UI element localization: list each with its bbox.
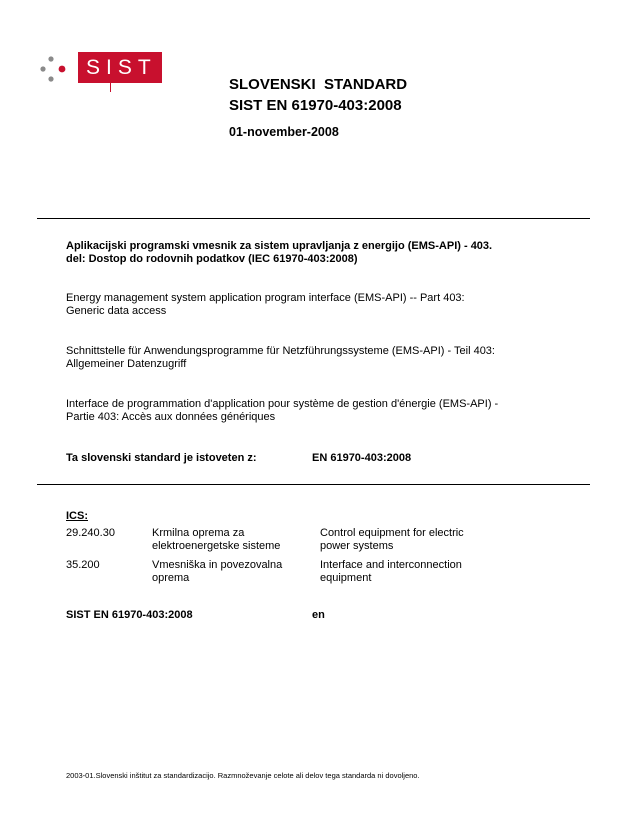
ics-code: 35.200: [66, 559, 100, 571]
ics-description-en-line: power systems: [320, 540, 394, 552]
ics-description-sl-line: Krmilna oprema za: [152, 527, 245, 539]
summary-line: [66, 609, 586, 622]
title-english-line1: Energy management system application program interface (EMS-API) -- Part 403:: [66, 292, 465, 304]
divider-bottom: [37, 484, 590, 485]
ics-description-en: [320, 527, 500, 553]
ics-description-sl-line: oprema: [152, 572, 190, 584]
summary-language: en: [312, 609, 325, 621]
title-slovenian-line1: Aplikacijski programski vmesnik za sistem upravljanja z energijo (EMS-API) - 403.: [66, 240, 493, 252]
summary-designation: SIST EN 61970-403:2008: [66, 609, 193, 621]
ics-description-sl-line: Vmesniška in povezovalna: [152, 559, 283, 571]
standard-type-title: SLOVENSKI STANDARD: [229, 76, 408, 93]
title-german-line1: Schnittstelle für Anwendungsprogramme für Netzführungssysteme (EMS-API) - Teil 403:: [66, 345, 495, 357]
title-french-line1: Interface de programmation d'application pour système de gestion d'énergie (EMS-API) -: [66, 398, 499, 410]
sist-logo-dots: [37, 53, 77, 87]
ics-description-en-line: Control equipment for electric: [320, 527, 464, 539]
sist-logo: SIST: [78, 52, 162, 83]
ics-description-en: [320, 559, 500, 585]
ics-code: 29.240.30: [66, 527, 115, 539]
ics-description-sl: [152, 559, 312, 585]
publication-date: 01-november-2008: [229, 125, 339, 139]
ics-description-en-line: equipment: [320, 572, 372, 584]
title-slovenian-line2: del: Dostop do rodovnih podatkov (IEC 61970-403:2008): [66, 253, 358, 265]
title-french-line2: Partie 403: Accès aux données génériques: [66, 411, 276, 423]
title-german: [66, 345, 586, 371]
title-english-line2: Generic data access: [66, 305, 167, 317]
identity-statement: [66, 452, 586, 465]
ics-heading: ICS:: [66, 510, 88, 522]
copyright-footer: 2003-01.Slovenski inštitut za standardizacijo. Razmnoževanje celote ali delov tega standarda ni dovoljeno.: [66, 771, 420, 780]
title-german-line2: Allgemeiner Datenzugriff: [66, 358, 187, 370]
standard-designation: SIST EN 61970-403:2008: [229, 97, 402, 114]
divider-top: [37, 218, 590, 219]
identity-value: EN 61970-403:2008: [312, 452, 412, 464]
title-french: [66, 398, 586, 424]
identity-label: Ta slovenski standard je istoveten z:: [66, 452, 257, 464]
title-slovenian: [66, 240, 586, 266]
ics-description-sl-line: elektroenergetske sisteme: [152, 540, 281, 552]
ics-description-en-line: Interface and interconnection: [320, 559, 462, 571]
title-english: [66, 292, 586, 318]
ics-description-sl: [152, 527, 312, 553]
logo-rule: [110, 83, 111, 92]
